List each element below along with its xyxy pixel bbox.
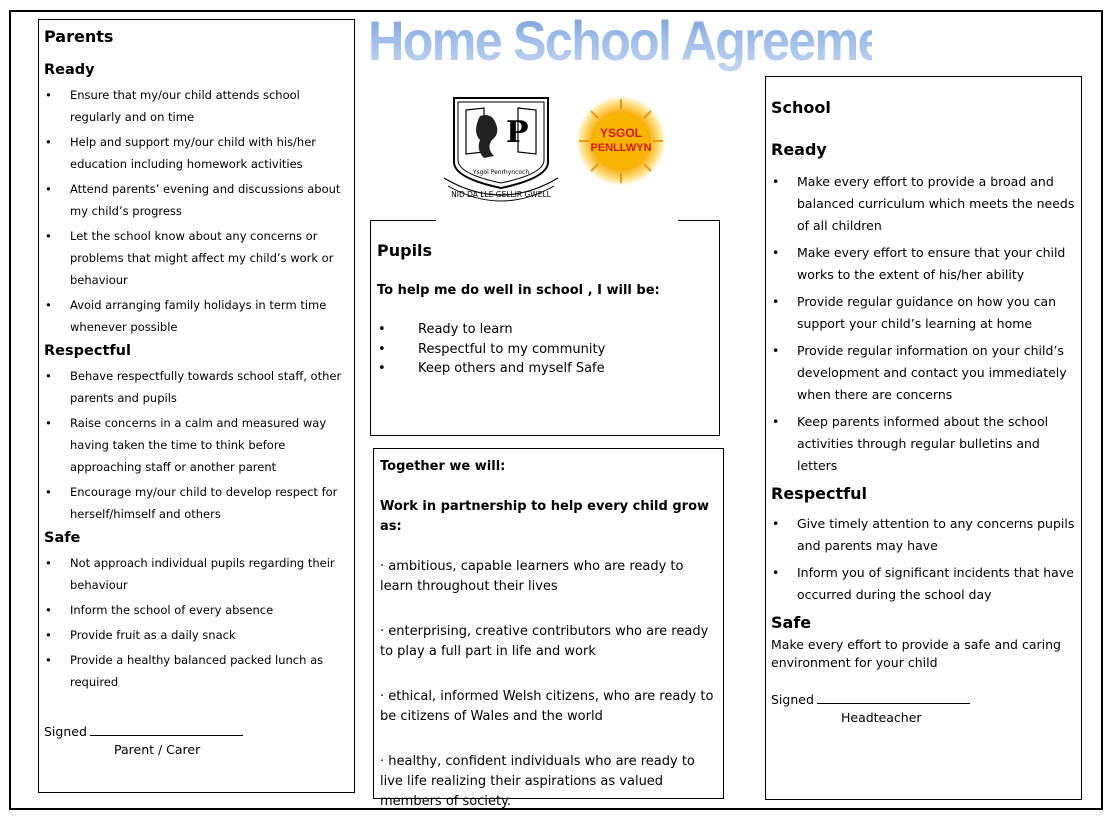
- list-item: • Give timely attention to any concerns pupils and parents may have: [771, 513, 1081, 557]
- list-item: • Raise concerns in a calm and measured way having taken the time to think before approaching staff or another parent: [44, 412, 354, 478]
- pupils-panel: [370, 220, 720, 436]
- list-item: • Inform the school of every absence: [44, 599, 354, 621]
- parents-respectful-list: [44, 365, 354, 525]
- parents-safe-heading: Safe: [44, 530, 81, 546]
- school-crest-logo: [440, 94, 562, 206]
- parents-ready-list: [44, 84, 354, 338]
- signed-label: Signed: [44, 724, 87, 739]
- list-item: • Keep parents informed about the school activities through regular bulletins and letters: [771, 411, 1081, 477]
- list-item: • Provide fruit as a daily snack: [44, 624, 354, 646]
- list-item: • Behave respectfully towards school staff, other parents and pupils: [44, 365, 354, 409]
- pupils-top-border-right: [678, 220, 720, 221]
- school-signature: [771, 691, 1081, 727]
- pupils-intro: To help me do well in school , I will be:: [377, 283, 660, 298]
- signed-label: Signed: [771, 692, 814, 707]
- crest-motto-text: NID DA LLE GELLIR GWELL: [451, 190, 551, 199]
- list-item: • Not approach individual pupils regarding their behaviour: [44, 552, 354, 596]
- signatory-label: Headteacher: [841, 710, 922, 725]
- list-item: • Ready to learn: [377, 320, 719, 340]
- list-item: • Provide a healthy balanced packed lunch as required: [44, 649, 354, 693]
- list-item: • Ensure that my/our child attends school regularly and on time: [44, 84, 354, 128]
- parents-respectful-heading: Respectful: [44, 343, 131, 359]
- svg-text:P: P: [506, 115, 529, 150]
- together-item: · enterprising, creative contributors who are ready to play a full part in life and work: [380, 624, 709, 659]
- list-item: • Avoid arranging family holidays in term time whenever possible: [44, 294, 354, 338]
- school-respectful-heading: Respectful: [771, 484, 867, 503]
- pupils-top-border-left: [370, 220, 436, 221]
- list-item: • Provide regular guidance on how you can support your child’s learning at home: [771, 291, 1081, 335]
- together-item: · ambitious, capable learners who are ready to learn throughout their lives: [380, 559, 684, 594]
- school-panel: [765, 76, 1082, 800]
- sun-logo-line1: YSGOL: [599, 126, 643, 140]
- signatory-label: Parent / Carer: [114, 742, 201, 757]
- school-safe-text: Make every effort to provide a safe and caring environment for your child: [771, 637, 1061, 670]
- school-safe-heading: Safe: [771, 613, 812, 632]
- parents-signature: [44, 723, 354, 759]
- ysgol-penllwyn-sun-logo: [575, 95, 667, 187]
- parents-safe-list: [44, 552, 354, 693]
- together-subheading: Work in partnership to help every child grow as:: [380, 499, 710, 534]
- together-heading: Together we will:: [380, 459, 506, 474]
- pupils-heading: Pupils: [377, 241, 433, 260]
- school-ready-heading: Ready: [771, 140, 827, 159]
- school-respectful-list: [771, 513, 1081, 606]
- list-item: • Make every effort to ensure that your child works to the extent of his/her ability: [771, 242, 1081, 286]
- school-ready-list: [771, 171, 1081, 477]
- list-item: • Help and support my/our child with his/her education including homework activities: [44, 131, 354, 175]
- list-item: • Make every effort to provide a broad and balanced curriculum which meets the needs of all children: [771, 171, 1081, 237]
- parents-heading: Parents: [44, 27, 114, 46]
- together-panel: [373, 448, 724, 809]
- signature-line: [90, 723, 243, 736]
- list-item: • Provide regular information on your child’s development and contact you immediately when there are concerns: [771, 340, 1081, 406]
- list-item: • Encourage my/our child to develop respect for herself/himself and others: [44, 481, 354, 525]
- list-item: • Attend parents’ evening and discussions about my child’s progress: [44, 178, 354, 222]
- together-item: · healthy, confident individuals who are ready to live life realizing their aspirations as valued members of society.: [380, 754, 695, 809]
- list-item: • Keep others and myself Safe: [377, 359, 719, 379]
- sun-logo-line2: PENLLWYN: [590, 142, 652, 154]
- pupils-list: [377, 320, 719, 379]
- parents-panel: [38, 19, 355, 793]
- list-item: • Let the school know about any concerns or problems that might affect my child’s work or behaviour: [44, 225, 354, 291]
- signature-line: [817, 691, 970, 704]
- school-heading: School: [771, 98, 831, 117]
- page-title: Home School Agreement: [368, 6, 872, 76]
- list-item: • Inform you of significant incidents that have occurred during the school day: [771, 562, 1081, 606]
- list-item: • Respectful to my community: [377, 340, 719, 360]
- crest-name-text: Ysgol Penrhyncoch: [472, 169, 530, 176]
- together-item: · ethical, informed Welsh citizens, who are ready to be citizens of Wales and the world: [380, 689, 714, 724]
- parents-ready-heading: Ready: [44, 62, 95, 78]
